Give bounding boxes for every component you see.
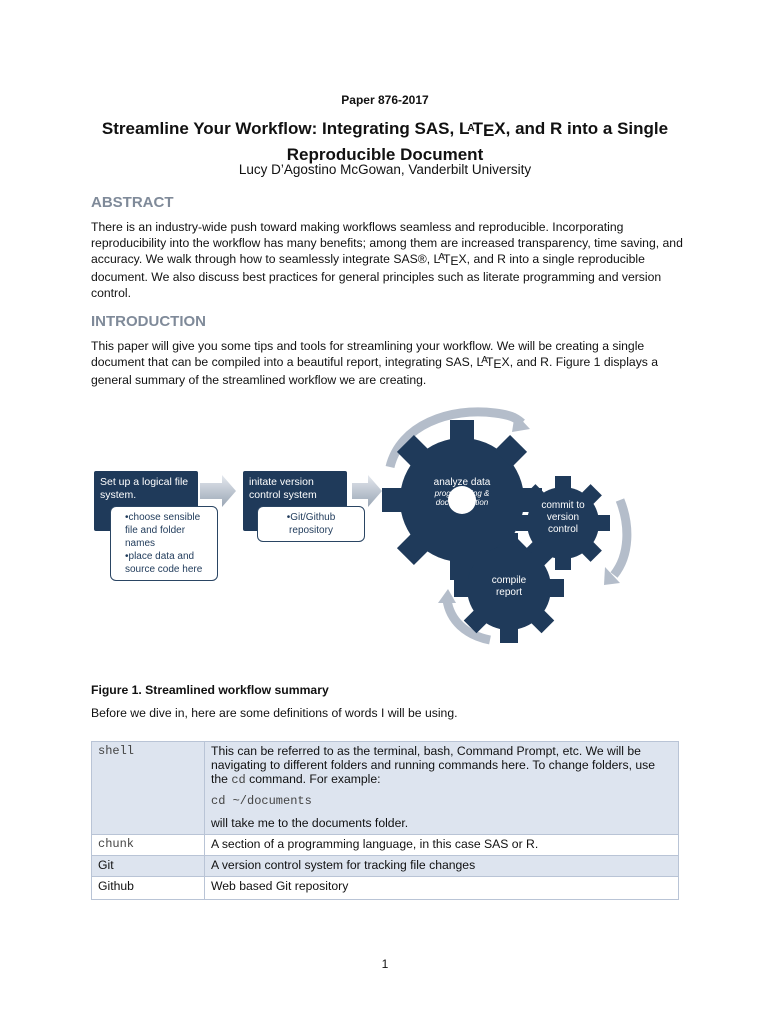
latex-logo: $L^ATEX$ [433,252,467,268]
arrow-right-icon [352,475,382,507]
note-bullet: •Git/Github repository [286,512,336,536]
abstract-heading: ABSTRACT [91,194,174,211]
step-version-control: initate version control system [243,471,347,531]
term-cell: chunk [92,835,205,856]
step-version-control-notes [257,506,365,542]
latex-logo: $L^ATEX$ [476,355,510,371]
cycle-arrowhead-icon [512,413,530,432]
table-row [92,835,679,856]
title-part-1: Streamline Your Workflow: Integrating SAS, [101,119,459,138]
latex-logo: LATEX [458,119,506,140]
term-cell: Git [92,856,205,877]
definition-cell: A section of a programming language, in this case SAS or R. [205,835,679,856]
introduction-heading: INTRODUCTION [91,313,206,330]
page-number: 1 [381,957,389,971]
author-line: Lucy D’Agostino McGowan, Vanderbilt University [238,162,532,177]
note-bullet: •place data and source code here [125,551,203,575]
gear-analyze-label: analyze data programming & documentation [433,477,491,507]
note-bullet: •choose sensible file and folder names [125,512,201,549]
cycle-arrow-icon [614,500,627,575]
definition-cell: A version control system for tracking file changes [205,856,679,877]
code-example: cd ~/documents [211,794,312,808]
workflow-diagram [90,405,690,675]
definition-cell: Web based Git repository [205,877,679,900]
table-row [92,856,679,877]
title-part-2: , and R into a Single [505,119,669,138]
term-cell: shell [92,742,205,835]
table-row [92,877,679,900]
gear-compile-label: compile report [491,575,527,598]
step-file-system-notes [110,506,218,581]
paper-title [0,117,770,166]
table-row [92,742,679,835]
paper-number: Paper 876-2017 [341,93,429,107]
gear-commit-label: commit to version control [541,500,585,535]
arrow-right-icon [200,475,236,507]
introduction-text: This paper will give you some tips and tools for streamlining your workflow. We will be creating a single document that can be compiled into a beautiful report, integrating SAS, $L^ATEX$, and R. Figure 1 displays a general summary of the streamlined workflow we are creating. [91,339,659,387]
definitions-intro: Before we dive in, here are some definitions of words I will be using. [91,706,458,720]
definitions-table [91,741,679,900]
title-line-2: Reproducible Document [286,145,484,164]
term-cell: Github [92,877,205,900]
abstract-text: There is an industry-wide push toward making workflows seamless and reproducible. Incorporating reproducibility into the workflow has many benefits; among them are increased transparency, time saving, and accuracy. We walk through how to seamlessly integrate SAS®, $L^ATEX$, and R into a single reproducible document. We also discuss best practices for general principles such as literate programming and version control. [91,220,683,300]
figure-caption: Figure 1. Streamlined workflow summary [91,683,329,697]
definition-cell: This can be referred to as the terminal, bash, Command Prompt, etc. We will be navigating to different folders and running commands here. To change folders, use the cd command. For example: cd ~/documents will take me to the documents folder. [205,742,679,835]
step-file-system: Set up a logical file system. [94,471,198,531]
cycle-arrowhead-icon [438,589,456,603]
